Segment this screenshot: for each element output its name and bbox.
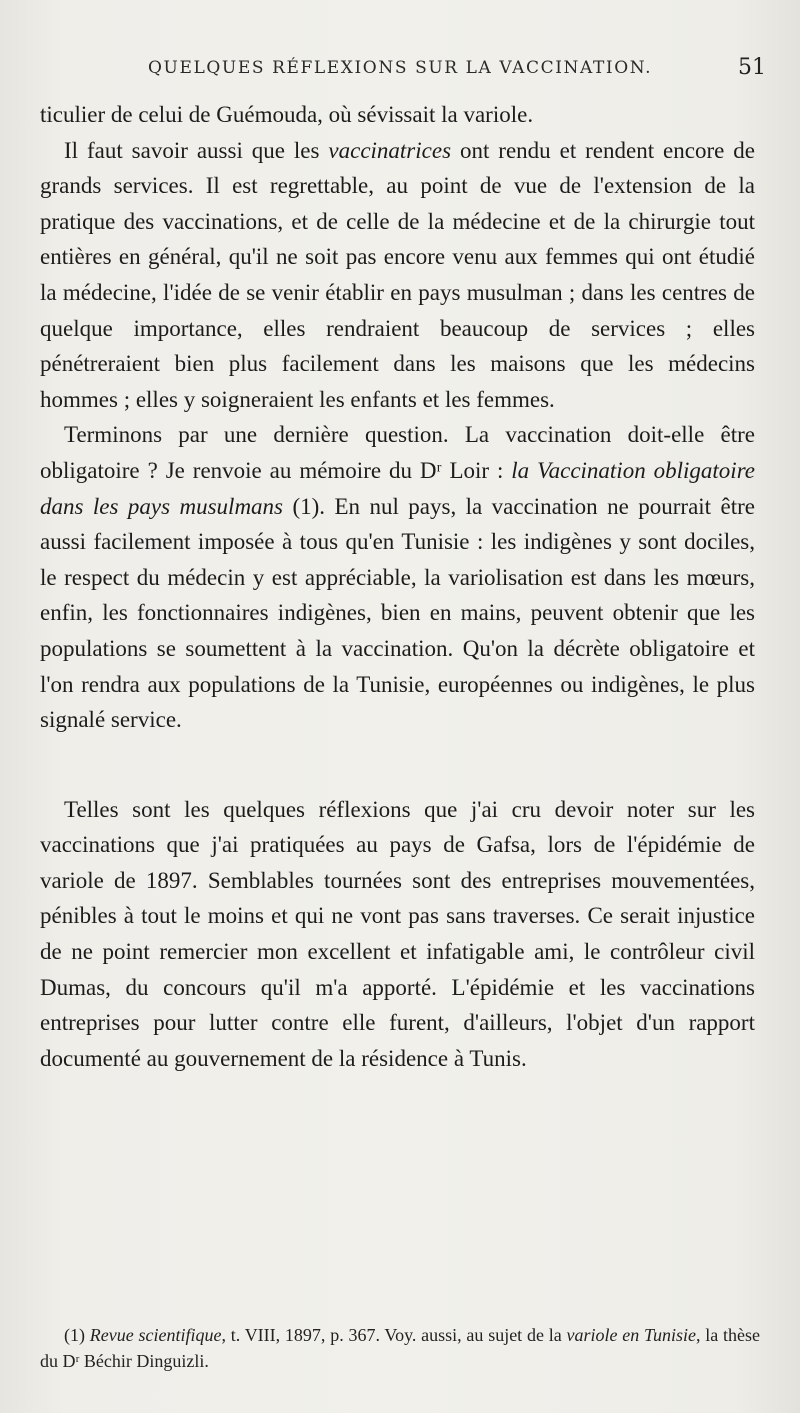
page-number: 51 <box>738 55 766 80</box>
paragraph-1-text: ticulier de celui de Guémouda, où sévissait la variole. <box>40 102 534 127</box>
footnote-text-a: , t. VIII, 1897, p. 367. Voy. aussi, au sujet de la <box>221 1325 567 1345</box>
footnote-topic: variole en Tunisie <box>566 1325 696 1345</box>
page-header <box>0 55 800 88</box>
paragraph-4 <box>40 792 755 1077</box>
paragraph-3-text-a: Terminons par une dernière question. La vaccination doit-elle être obligatoire ? Je renvoie au mémoire du Dʳ Loir : <box>40 422 755 483</box>
main-text <box>40 97 755 1076</box>
paragraph-2-emphasis: vaccinatrices <box>328 137 452 163</box>
paragraph-2-text-b: ont rendu et rendent encore de grands services. Il est regrettable, au point de vue de l'extension de la pratique des vaccinations, et de celle de la médecine et de la chirurgie tout entières en général, qu'il ne soit pas encore venu aux femmes qui ont étudié la médecine, l'idée de se venir établir en pays musulman ; dans les centres de quelque importance, elles rendraient beaucoup de services ; elles pénétreraient bien plus facilement dans les maisons que les médecins hommes ; elles y soigneraient les enfants et les femmes. <box>40 137 755 412</box>
paragraph-3-text-b: (1). En nul pays, la vaccination ne pourrait être aussi facilement imposée à tous qu'en Tunisie : les indigènes y sont dociles, le respect du médecin y est appréciable, la variolisation est dans les mœurs, enfin, les fonctionnaires indigènes, bien en mains, peuvent obtenir que les populations se soumettent à la vaccination. Qu'on la décrète obligatoire et l'on rendra aux populations de la Tunisie, européennes ou indigènes, le plus signalé service. <box>40 493 755 733</box>
footnotes <box>40 1322 760 1374</box>
paragraph-3-emphasis: la Vaccination obligatoire dans les pays musulmans <box>40 457 755 519</box>
footnote-text-b: , la thèse du Dʳ Béchir Dinguizli. <box>40 1325 761 1371</box>
paragraph-4-text: Telles sont les quelques réflexions que j'ai cru devoir noter sur les vaccinations que j'ai pratiquées au pays de Gafsa, lors de l'épidémie de variole de 1897. Semblables tournées sont des entreprises mouvementées, pénibles à tout le moins et qui ne vont pas sans traverses. Ce serait injustice de ne point remercier mon excellent et infatigable ami, le contrôleur civil Dumas, du concours qu'il m'a apporté. L'épidémie et les vaccinations entreprises pour lutter contre elle furent, d'ailleurs, l'objet d'un rapport documenté au gouvernement de la résidence à Tunis. <box>40 796 755 1071</box>
footnote-1 <box>40 1322 760 1374</box>
paragraph-3 <box>40 417 755 737</box>
footnote-journal: Revue scientifique <box>89 1325 222 1345</box>
running-title: QUELQUES RÉFLEXIONS SUR LA VACCINATION. <box>148 58 653 78</box>
section-gap <box>40 738 755 792</box>
paragraph-1 <box>40 97 755 133</box>
paragraph-2-text-a: Il faut savoir aussi que les <box>64 137 329 163</box>
footnote-marker: (1) <box>64 1325 90 1345</box>
paragraph-2 <box>40 133 755 418</box>
